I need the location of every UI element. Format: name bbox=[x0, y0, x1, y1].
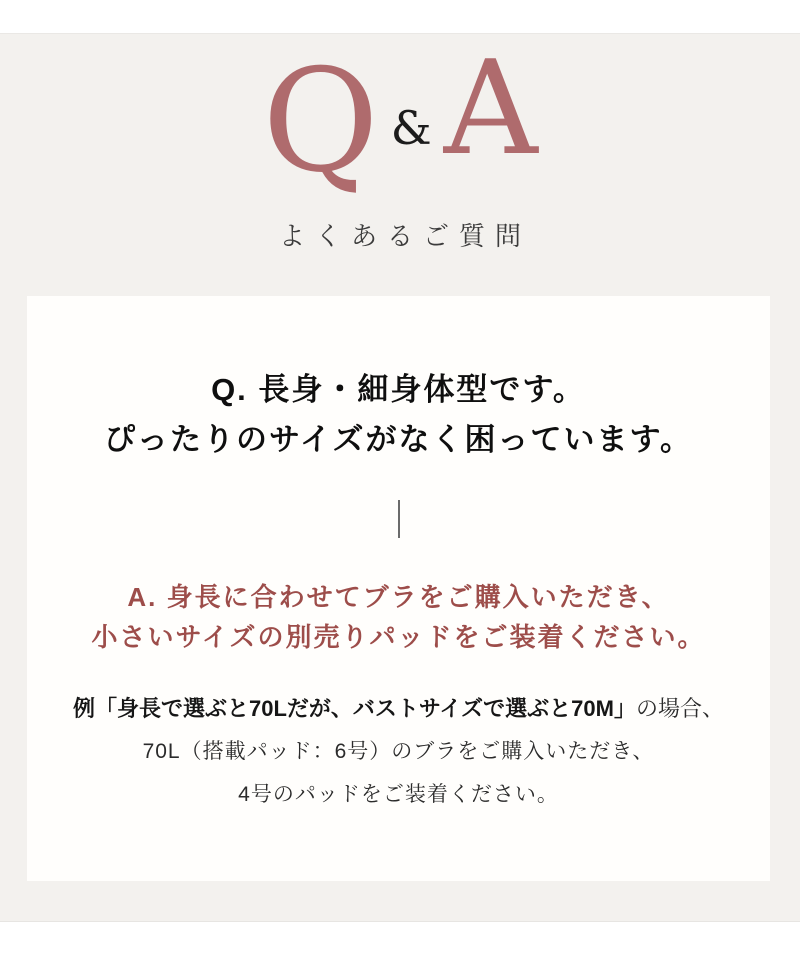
question-text-line1: Q. 長身・細身体型です。 bbox=[211, 372, 586, 407]
qa-logo-letter-a: A bbox=[443, 32, 538, 184]
qa-section-background bbox=[0, 33, 800, 922]
example-case-bold-part: 例「身長で選ぶと70Lだが、バストサイズで選ぶと70M」 bbox=[73, 696, 636, 721]
example-case-regular-part: の場合、 bbox=[635, 696, 724, 721]
qa-logo bbox=[0, 32, 800, 204]
qa-subtitle: よくあるご質問 bbox=[278, 221, 531, 251]
example-case-line bbox=[27, 694, 770, 724]
vertical-divider-line bbox=[398, 500, 400, 538]
example-detail-line1: 70L（搭載パッド：6号）のブラをご購入いただき、 bbox=[142, 740, 655, 763]
qa-logo-letter-q: Q bbox=[262, 39, 379, 204]
answer-text-line2: 小さいサイズの別売りパッドをご装着ください。 bbox=[91, 622, 706, 652]
example-detail-line2: 4号のパッドをご装着ください。 bbox=[238, 783, 559, 806]
qa-logo-ampersand: & bbox=[390, 101, 432, 155]
question-text-line2: ぴったりのサイズがなく困っています。 bbox=[103, 422, 694, 457]
qa-card bbox=[27, 296, 770, 881]
answer-text-line1: A. 身長に合わせてブラをご購入いただき、 bbox=[127, 582, 670, 612]
